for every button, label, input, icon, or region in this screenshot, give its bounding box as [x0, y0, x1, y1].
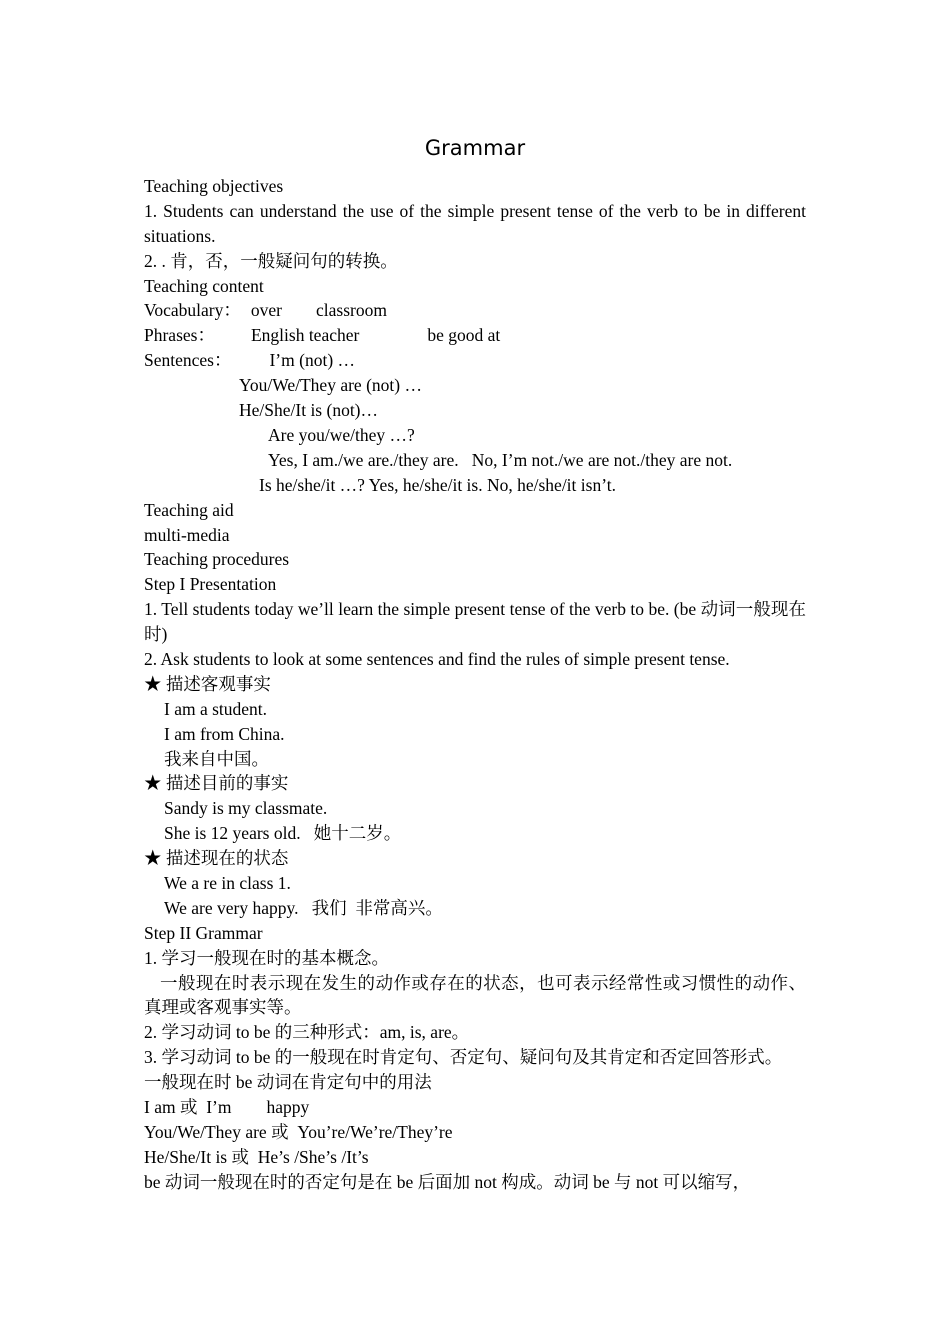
sentence: Is he/she/it …? Yes, he/she/it is. No, he/she/it isn’t. — [259, 474, 616, 495]
step-paragraph: 2. Ask students to look at some sentences and find the rules of simple present tense. — [144, 648, 730, 669]
usage-line: be 动词一般现在时的否定句是在 be 后面加 not 构成。动词 be 与 not 可以缩写， — [144, 1171, 751, 1192]
document-body — [144, 174, 806, 1195]
phrase: English teacher — [250, 325, 360, 346]
objective-item-1: 1. Students can understand the use of the simple present tense of the verb to be in different situations. — [144, 200, 806, 246]
group-heading: ★ 描述现在的状态 — [144, 848, 289, 869]
group-heading: ★ 描述客观事实 — [144, 673, 271, 694]
example-sentence: Sandy is my classmate. — [164, 798, 328, 819]
usage-line: He/She/It is 或 He’s /She’s /It’s — [144, 1146, 369, 1167]
step-paragraph: 1. 学习一般现在时的基本概念。 — [144, 947, 389, 968]
usage-line: You/We/They are 或 You’re/We’re/They’re — [144, 1121, 453, 1142]
example-sentence: She is 12 years old. 她十二岁。 — [164, 823, 402, 844]
example-sentence: We are very happy. 我们 非常高兴。 — [164, 897, 443, 918]
phrases-label: Phrases： — [144, 325, 215, 346]
phrase: be good at — [427, 325, 501, 346]
usage-heading: 一般现在时 be 动词在肯定句中的用法 — [144, 1072, 432, 1093]
vocabulary-label: Vocabulary： — [144, 300, 241, 321]
sentences-label: Sentences： — [144, 350, 232, 371]
step-paragraph: 3. 学习动词 to be 的一般现在时肯定句、否定句、疑问句及其肯定和否定回答形式。 — [144, 1047, 783, 1068]
objective-item-2: 2. . 肯，否，一般疑问句的转换。 — [144, 250, 398, 271]
step-paragraph: 2. 学习动词 to be 的三种形式：am, is, are。 — [144, 1022, 470, 1043]
step-paragraph-detail: 一般现在时表示现在发生的动作或存在的状态，也可表示经常性或习惯性的动作、真理或客观事实等。 — [144, 972, 806, 1018]
objectives-heading: Teaching objectives — [144, 176, 284, 196]
example-sentence: 我来自中国。 — [164, 748, 269, 769]
step-paragraph: 1. Tell students today we’ll learn the simple present tense of the verb to be. (be 动词一般现在时) — [144, 599, 806, 645]
sentence: Are you/we/they …? — [268, 424, 415, 445]
example-sentence: I am a student. — [164, 698, 268, 719]
vocabulary-word: over — [250, 300, 282, 321]
procedures-heading: Teaching procedures — [144, 549, 290, 570]
sentence: He/She/It is (not)… — [239, 400, 379, 421]
sentence: Yes, I am./we are./they are. No, I’m not./we are not./they are not. — [268, 449, 733, 470]
step-heading: Step II Grammar — [144, 922, 263, 943]
sentence: I’m (not) … — [269, 350, 356, 371]
content-heading: Teaching content — [144, 275, 264, 296]
aid-heading: Teaching aid — [144, 499, 234, 520]
sentences-line — [144, 348, 806, 373]
aid-value: multi-media — [144, 524, 230, 545]
usage-line: I am 或 I’m happy — [144, 1097, 310, 1118]
group-heading: ★ 描述目前的事实 — [144, 773, 289, 794]
example-sentence: I am from China. — [164, 723, 285, 744]
vocabulary-word: classroom — [315, 300, 387, 321]
step-heading: Step I Presentation — [144, 574, 277, 595]
phrases-line — [144, 323, 806, 348]
example-sentence: We a re in class 1. — [164, 873, 291, 893]
sentence: You/We/They are (not) … — [239, 375, 422, 396]
vocabulary-line — [144, 298, 806, 323]
page-title: Grammar — [424, 136, 526, 160]
